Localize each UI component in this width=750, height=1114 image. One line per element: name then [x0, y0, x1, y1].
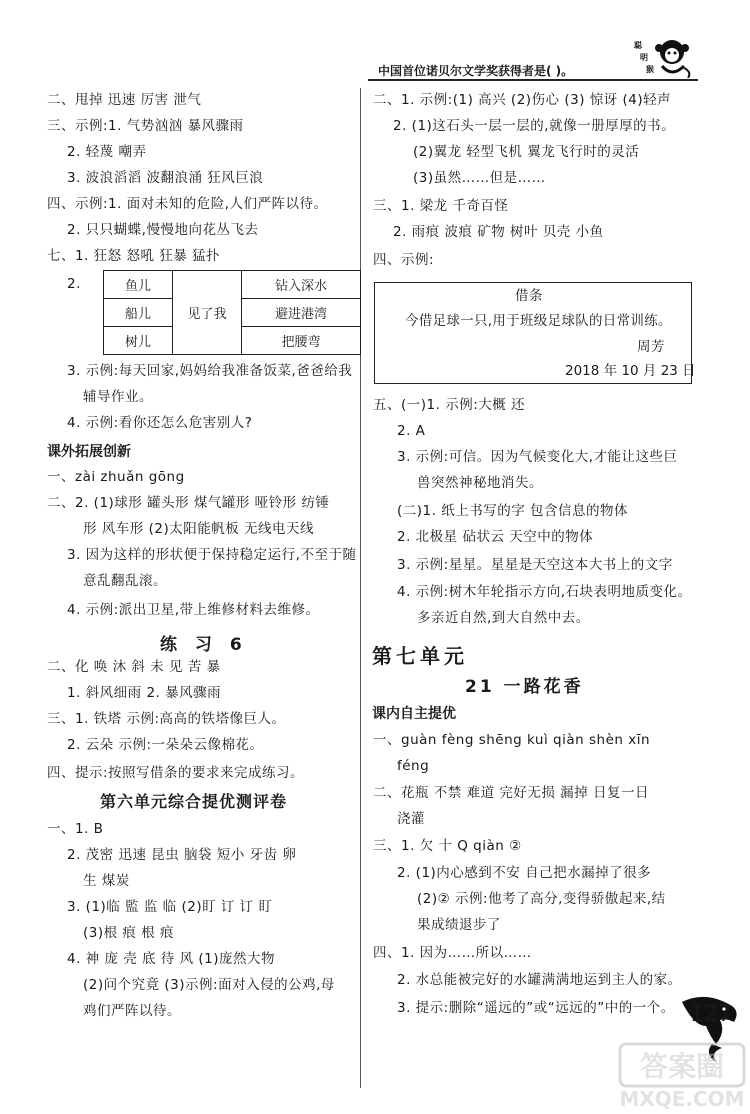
- answer-line: 兽突然神秘地消失。: [417, 475, 543, 491]
- answer-line: 4. 示例:树木年轮指示方向,石块表明地质变化。: [397, 584, 692, 600]
- section-title: 练 习 6: [160, 635, 248, 655]
- svg-text:答案圈: 答案圈: [639, 1050, 725, 1083]
- answer-line: 2. 北极星 砧状云 天空中的物体: [397, 529, 594, 545]
- answer-line: 二、甩掉 迅速 厉害 泄气: [47, 92, 202, 108]
- answer-line: 三、1. 欠 十 Q qiàn ②: [373, 838, 522, 854]
- table-cell: 避进港湾: [242, 299, 361, 327]
- answer-line: 2. 轻蔑 嘲弄: [67, 144, 147, 160]
- answer-line: 二、花瓶 不禁 难道 完好无损 漏掉 日复一日: [373, 785, 649, 801]
- answer-line: 2. 云朵 示例:一朵朵云像棉花。: [67, 737, 264, 753]
- answer-line: (2)② 示例:他考了高分,变得骄傲起来,结: [417, 891, 666, 907]
- table-cell: 把腰弯: [242, 327, 361, 355]
- answer-line: 一、guàn fèng shēng kuì qiàn shèn xīn: [373, 732, 651, 748]
- matching-table: [103, 270, 361, 355]
- answer-line: 2. 水总能被完好的水罐满满地运到主人的家。: [397, 972, 682, 988]
- answer-line: 二、2. (1)球形 罐头形 煤气罐形 哑铃形 纺锤: [47, 495, 330, 511]
- answer-line: 3. (1)临 監 监 临 (2)盯 订 订 盯: [67, 899, 273, 915]
- note-title: 借条: [515, 288, 543, 304]
- answer-line: 1. 斜风细雨 2. 暴风骤雨: [67, 685, 222, 701]
- lesson-title: 21 一路花香: [465, 677, 584, 697]
- watermark-logo: [618, 1040, 746, 1112]
- answer-line: 3. 波浪滔滔 波翻浪涌 狂风巨浪: [67, 170, 264, 186]
- table-cell: 树儿: [104, 327, 173, 355]
- answer-line: 四、示例:1. 面对未知的危险,人们严阵以待。: [47, 196, 328, 212]
- column-divider: [360, 88, 361, 1088]
- monkey-mascot-icon: [632, 34, 692, 78]
- answer-line: 四、1. 因为……所以……: [373, 945, 532, 961]
- answer-line: 2. 只只蝴蝶,慢慢地向花丛飞去: [67, 222, 259, 238]
- answer-line: 浇灌: [397, 811, 425, 827]
- iou-note-box: [374, 282, 696, 384]
- answer-line: 一、zài zhuǎn gōng: [47, 469, 185, 485]
- answer-line: (3)根 痕 根 痕: [83, 925, 174, 941]
- table-cell: 船儿: [104, 299, 173, 327]
- answer-line: 辅导作业。: [83, 389, 153, 405]
- answer-line: 3. 示例:星星。星星是天空这本大书上的文字: [397, 557, 673, 573]
- answer-line: 四、提示:按照写借条的要求来完成练习。: [47, 765, 305, 781]
- unit-title: 第七单元: [372, 644, 468, 668]
- answer-line: 二、化 唤 沐 斜 未 见 苦 暴: [47, 659, 221, 675]
- answer-line: 2.: [67, 276, 81, 292]
- section-title: 第六单元综合提优测评卷: [100, 792, 288, 811]
- answer-line: 多亲近自然,到大自然中去。: [417, 610, 590, 626]
- answer-line: 3. 提示:删除“遥远的”或“远远的”中的一个。: [397, 1000, 675, 1016]
- svg-text:聪: 聪: [634, 41, 642, 50]
- table-cell: 钻入深水: [242, 271, 361, 299]
- table-cell: 见了我: [173, 271, 242, 355]
- answer-line: 2. (1)内心感到不安 自己把水漏掉了很多: [397, 865, 652, 881]
- answer-line: (2)翼龙 轻型飞机 翼龙飞行时的灵活: [413, 144, 640, 160]
- answer-line: 生 煤炭: [83, 873, 130, 889]
- answer-line: 4. 示例:看你还怎么危害别人?: [67, 415, 253, 431]
- answer-line: 七、1. 狂怒 怒吼 狂暴 猛扑: [47, 248, 221, 264]
- answer-line: 2. 茂密 迅速 昆虫 脑袋 短小 牙齿 卵: [67, 847, 297, 863]
- answer-line: (3)虽然……但是……: [413, 170, 546, 186]
- note-body: 今借足球一只,用于班级足球队的日常训练。: [405, 313, 672, 329]
- answer-line: 三、1. 梁龙 千奇百怪: [373, 198, 509, 214]
- answer-line: 果成绩退步了: [417, 917, 501, 933]
- answer-line: 三、示例:1. 气势汹汹 暴风骤雨: [47, 118, 244, 134]
- section-subtitle: 课外拓展创新: [47, 444, 131, 460]
- answer-line: 2. (1)这石头一层一层的,就像一册厚厚的书。: [393, 118, 676, 134]
- answer-line: 一、1. B: [47, 821, 104, 837]
- answer-line: 3. 因为这样的形状便于保持稳定运行,不至于随: [67, 547, 357, 563]
- answer-line: 五、(一)1. 示例:大概 还: [373, 397, 526, 413]
- header-text: 中国首位诺贝尔文学奖获得者是( )。: [378, 64, 574, 78]
- svg-text:明: 明: [640, 53, 648, 62]
- answer-line: 鸡们严阵以待。: [83, 1003, 181, 1019]
- answer-line: 意乱翻乱滚。: [83, 573, 167, 589]
- svg-text:MXQE.COM: MXQE.COM: [619, 1087, 745, 1111]
- note-name: 周芳: [637, 339, 665, 355]
- svg-text:猴: 猴: [646, 65, 654, 74]
- answer-line: 二、1. 示例:(1) 高兴 (2)伤心 (3) 惊讶 (4)轻声: [373, 92, 672, 108]
- answer-line: 形 风车形 (2)太阳能帆板 无线电天线: [83, 521, 314, 537]
- answer-line: 3. 示例:可信。因为气候变化大,才能让这些巨: [397, 449, 678, 465]
- answer-line: 2. A: [397, 423, 426, 439]
- answer-line: (二)1. 纸上书写的字 包含信息的物体: [397, 503, 628, 519]
- header-rule: [368, 79, 698, 81]
- note-date: 2018 年 10 月 23 日: [565, 363, 696, 379]
- answer-line: féng: [397, 758, 430, 774]
- section-subtitle: 课内自主提优: [372, 706, 456, 722]
- page-number: 127: [690, 1002, 732, 1027]
- answer-line: 3. 示例:每天回家,妈妈给我准备饭菜,爸爸给我: [67, 363, 353, 379]
- answer-line: 三、1. 铁塔 示例:高高的铁塔像巨人。: [47, 711, 286, 727]
- table-cell: 鱼儿: [104, 271, 173, 299]
- answer-line: (2)问个究竟 (3)示例:面对入侵的公鸡,母: [83, 977, 335, 993]
- answer-line: 四、示例:: [373, 252, 435, 268]
- answer-line: 4. 神 庞 壳 底 待 风 (1)庞然大物: [67, 951, 276, 967]
- answer-line: 2. 雨痕 波痕 矿物 树叶 贝壳 小鱼: [393, 224, 604, 240]
- answer-line: 4. 示例:派出卫星,带上维修材料去维修。: [67, 602, 320, 618]
